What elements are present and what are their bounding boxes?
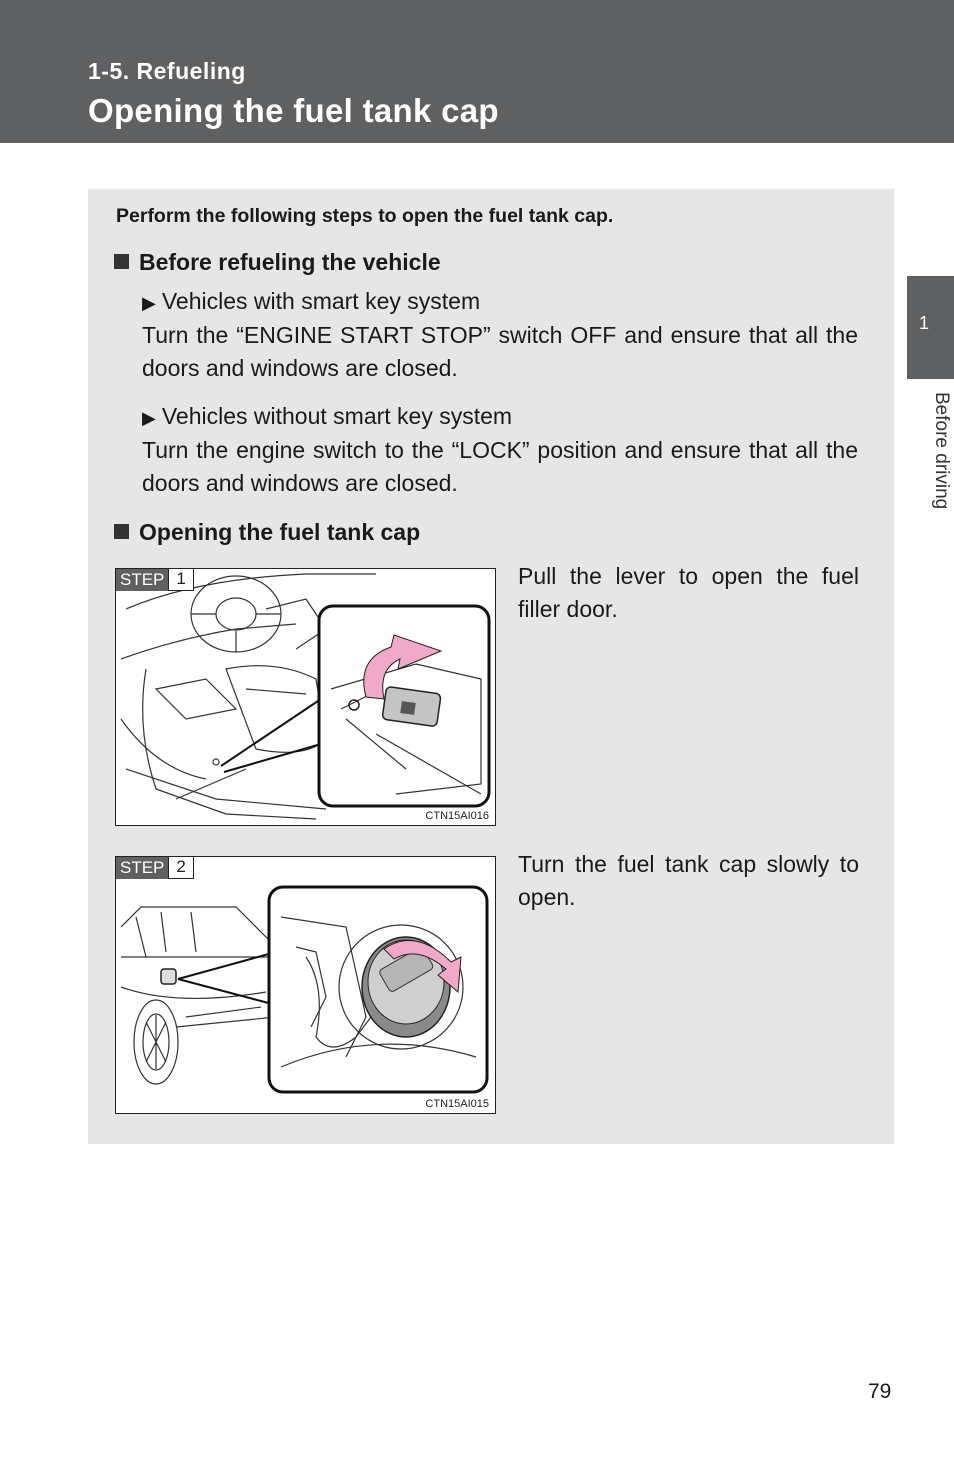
figure-code: CTN15AI015 [425,1098,489,1110]
step2-text: Turn the fuel tank cap slowly to open. [518,851,859,910]
triangle-bullet-icon: ▶ [142,293,156,313]
step1-text: Pull the lever to open the fuel filler door. [518,563,859,622]
car-interior-lever-illustration [116,569,496,826]
chapter-number: 1 [919,313,930,333]
smart-key-subheading: ▶ Vehicles with smart key system [142,288,481,314]
chapter-label: Before driving [931,392,952,510]
square-bullet-icon [114,254,129,269]
square-bullet-icon [114,524,129,539]
section-label: 1-5. Refueling [88,58,246,84]
before-refueling-heading: Before refueling the vehicle [114,249,441,276]
intro-text: Perform the following steps to open the fuel tank cap. [116,205,614,227]
step2-badge: STEP 2 [116,857,194,879]
chapter-tab[interactable] [907,276,954,379]
smart-key-text: Turn the “ENGINE START STOP” switch OFF and ensure that all the doors and windows are closed. [142,322,858,381]
figure-code: CTN15AI016 [425,810,489,822]
page-title: Opening the fuel tank cap [88,92,499,129]
step2-figure [115,856,496,1114]
page-number: 79 [868,1380,892,1403]
page-header [0,0,954,143]
step1-badge: STEP 1 [116,569,194,591]
opening-heading: Opening the fuel tank cap [114,519,420,546]
car-rear-fuel-cap-illustration [116,857,496,1114]
no-smart-key-text: Turn the engine switch to the “LOCK” position and ensure that all the doors and windows are closed. [142,437,858,496]
step1-figure [115,568,496,826]
triangle-bullet-icon: ▶ [142,408,156,428]
content-panel [88,189,894,1144]
no-smart-key-subheading: ▶ Vehicles without smart key system [142,403,513,429]
